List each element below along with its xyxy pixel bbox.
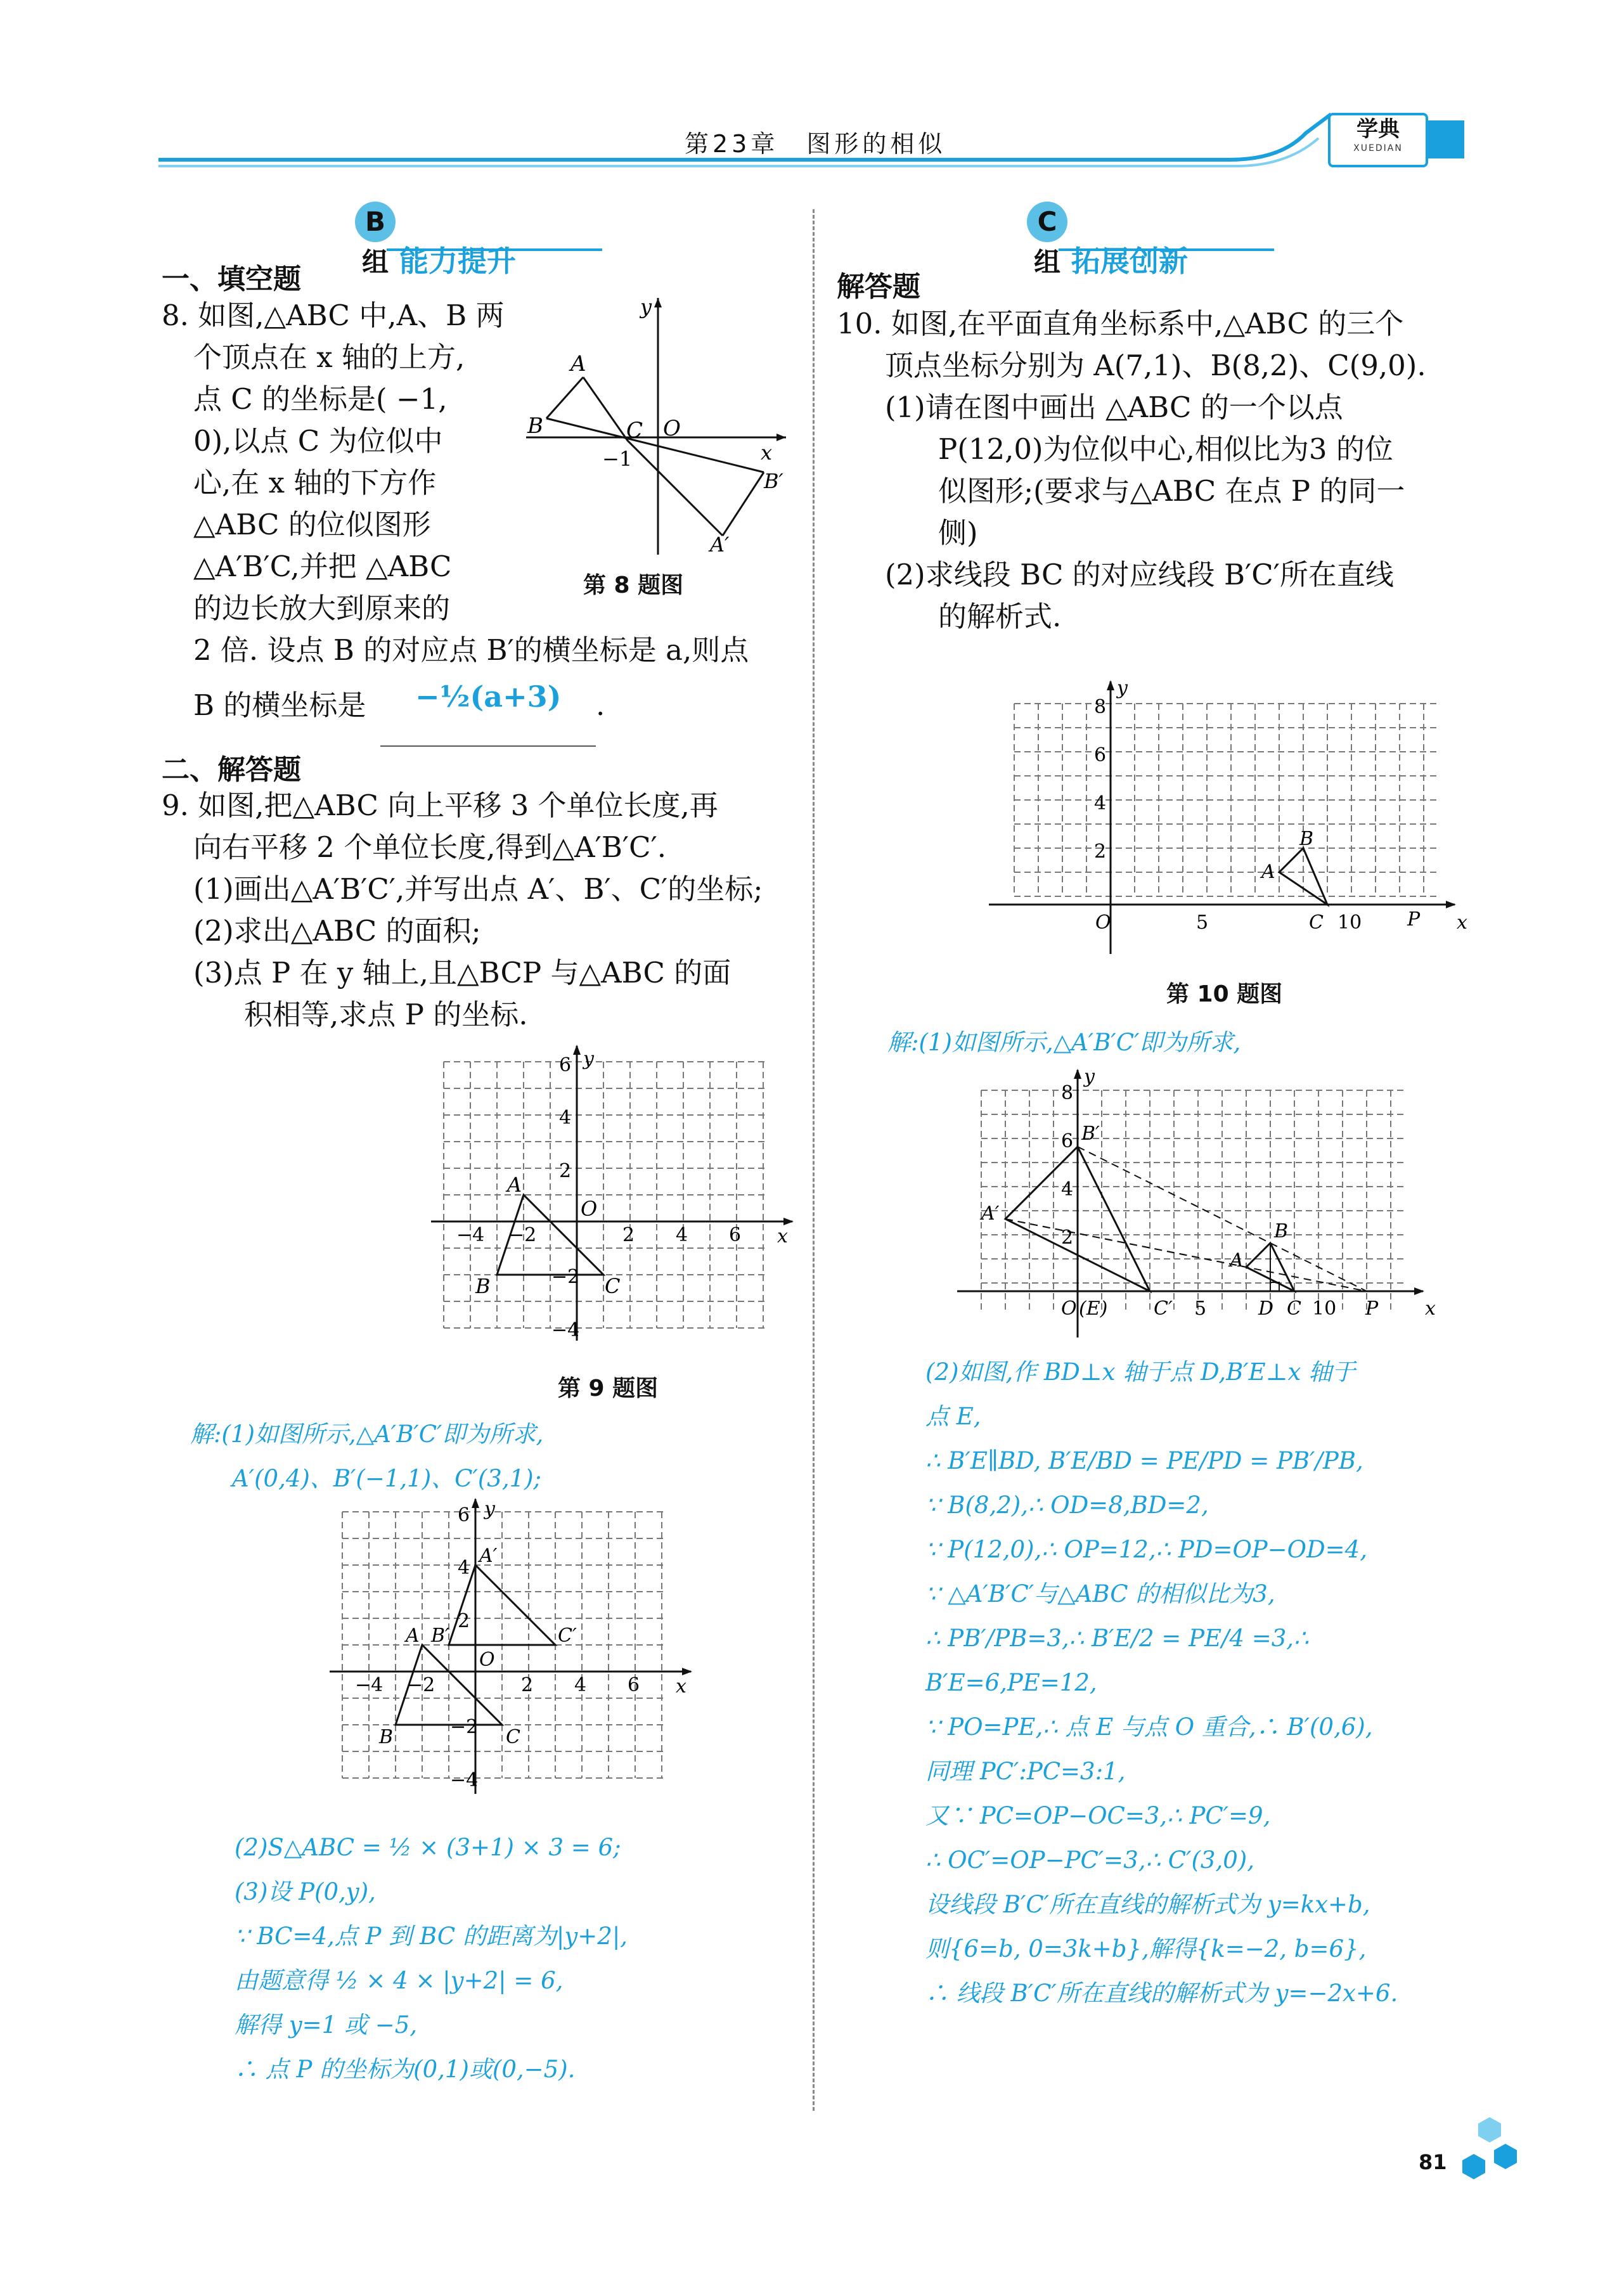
svg-text:C: C xyxy=(1309,912,1324,934)
svg-text:x: x xyxy=(676,1675,686,1698)
svg-text:4: 4 xyxy=(559,1107,572,1129)
svg-text:B: B xyxy=(379,1726,394,1748)
q8-last-line: B 的横坐标是 xyxy=(193,688,366,722)
svg-text:5: 5 xyxy=(1194,1298,1207,1320)
svg-text:C: C xyxy=(506,1726,520,1748)
svg-text:A: A xyxy=(406,1625,420,1647)
svg-text:4: 4 xyxy=(1094,792,1107,815)
column-divider xyxy=(813,209,815,2111)
q8-figure xyxy=(520,288,805,561)
svg-text:4: 4 xyxy=(1061,1178,1074,1201)
svg-text:x: x xyxy=(761,441,773,465)
q8-line9: 2 倍. 设点 B 的对应点 B′的横坐标是 a,则点 xyxy=(193,633,749,667)
svg-text:6: 6 xyxy=(559,1054,572,1076)
svg-text:4: 4 xyxy=(574,1674,587,1696)
svg-text:y: y xyxy=(1117,677,1128,699)
svg-text:6: 6 xyxy=(1061,1130,1074,1152)
q8-answer: −½(a+3) xyxy=(415,680,562,714)
brand-subtitle: XUEDIAN xyxy=(1353,143,1403,153)
svg-text:−4: −4 xyxy=(450,1769,479,1791)
svg-text:y: y xyxy=(484,1498,495,1520)
svg-text:y: y xyxy=(583,1048,594,1070)
q8-answer-blank xyxy=(380,745,596,747)
q10-solution-lines: (2)如图,作 BD⊥x 轴于点 D,B′E⊥x 轴于 点 E, ∴ B′E∥BD, B′E/BD = PE/PD = PB′/PB, ∵ B(8,2),∴ OD=8,BD=2, ∵ P(12,0),∴ OP=12,∴ PD=OP−OD=4, ∵ △A′B′C′与△ABC 的相似比为3, ∴ PB′/PB=3,∴ B′E/2 = PE/4 =3,∴ B′E=6,PE=12, ∵ PO=PE,∴ 点 E 与点 O 重合,∴ B′(0,6), 同理 PC′:PC=3:1, 又∵ PC=OP−OC=3,∴ PC′=9, ∴ OC′=OP−PC′=3,∴ C′(3,0), 设线段 B′C′所在直线的解析式为 y=kx+b, 则{6=b, 0=3k+b},解得{k=−2, b=6}, ∴ 线段 B′C′所在直线的解析式为 y=−2x+6. xyxy=(925,1358,1398,2007)
svg-text:A′: A′ xyxy=(479,1545,498,1567)
q10-caption: 第 10 题图 xyxy=(1166,981,1283,1007)
svg-text:A′: A′ xyxy=(981,1202,1000,1225)
svg-text:8: 8 xyxy=(1094,696,1107,718)
page-number: 81 xyxy=(1419,2150,1447,2174)
svg-text:2: 2 xyxy=(458,1610,470,1632)
svg-text:A: A xyxy=(507,1173,522,1197)
part1-heading: 一、填空题 xyxy=(162,263,301,295)
svg-text:O: O xyxy=(1061,1298,1077,1320)
svg-text:O: O xyxy=(581,1197,598,1221)
svg-text:−4: −4 xyxy=(355,1674,383,1696)
chapter-title: 第23章 图形的相似 xyxy=(685,130,946,158)
q9-solution-bottom: (2)S△ABC = ½ × (3+1) × 3 = 6; (3)设 P(0,y), ∵ BC=4,点 P 到 BC 的距离为|y+2|, 由题意得 ½ × 4 × |y+2| = 6, 解得 y=1 或 −5, ∴ 点 P 的坐标为(0,1)或(0,−5). xyxy=(235,1834,628,2083)
svg-text:C′: C′ xyxy=(558,1625,577,1647)
svg-text:x: x xyxy=(1457,912,1467,934)
section-c-badge: C组 xyxy=(1027,202,1067,242)
svg-text:C: C xyxy=(605,1274,621,1298)
section-b-badge: B组 xyxy=(355,202,396,242)
svg-text:6: 6 xyxy=(1094,744,1107,766)
svg-text:B: B xyxy=(475,1274,491,1298)
svg-text:D: D xyxy=(1258,1298,1274,1320)
svg-text:A′: A′ xyxy=(710,532,730,557)
q10-solution-top: 解:(1)如图所示,△A′B′C′即为所求, xyxy=(887,1029,1241,1056)
q10-text: 10. 如图,在平面直角坐标系中,△ABC 的三个 顶点坐标分别为 A(7,1)、B(8,2)、C(9,0). (1)请在图中画出 △ABC 的一个以点 P(12,0)为位似中心,相似比为3 的位 似图形;(要求与△ABC 在点 P 的同一 侧) (2)求线段 BC 的对应线段 B′C′所在直线 的解析式. xyxy=(837,307,1426,633)
svg-text:A: A xyxy=(1261,861,1275,883)
svg-text:B′: B′ xyxy=(764,469,783,493)
section-c-underline xyxy=(1059,248,1274,251)
svg-text:6: 6 xyxy=(628,1674,640,1696)
svg-text:−4: −4 xyxy=(551,1319,580,1341)
svg-text:2: 2 xyxy=(559,1160,572,1182)
svg-text:O: O xyxy=(479,1649,495,1671)
q8-text: 8. 如图,△ABC 中,A、B 两 个顶点在 x 轴的上方, 点 C 的坐标是( −1, 0),以点 C 为位似中 心,在 x 轴的下方作 △ABC 的位似图形 △A′B′C,并把 △ABC 的边长放大到原来的 xyxy=(162,299,505,625)
part-c-heading: 解答题 xyxy=(837,271,920,303)
q10-figure xyxy=(983,675,1467,967)
section-b-label: 能力提升 xyxy=(399,244,516,278)
section-b-underline xyxy=(387,248,602,251)
svg-text:−4: −4 xyxy=(456,1224,485,1246)
svg-text:2: 2 xyxy=(1094,841,1107,863)
part2-heading: 二、解答题 xyxy=(162,754,301,786)
svg-text:2: 2 xyxy=(521,1674,534,1696)
svg-text:−1: −1 xyxy=(602,447,633,471)
svg-text:B′: B′ xyxy=(1081,1123,1100,1145)
svg-text:x: x xyxy=(1425,1298,1436,1320)
q9-text: 9. 如图,把△ABC 向上平移 3 个单位长度,再 向右平移 2 个单位长度,得到△A′B′C′. (1)画出△A′B′C′,并写出点 A′、B′、C′的坐标; (2)求出△ABC 的面积; (3)点 P 在 y 轴上,且△BCP 与△ABC 的面 积相等,求点 P 的坐标. xyxy=(162,789,763,1031)
page-number-decoration xyxy=(1445,2111,1521,2187)
svg-text:A: A xyxy=(570,351,586,377)
svg-text:y: y xyxy=(1084,1066,1095,1088)
brand-logo xyxy=(1328,113,1428,167)
svg-text:4: 4 xyxy=(458,1557,470,1579)
q8-caption: 第 8 题图 xyxy=(583,572,684,598)
svg-text:10: 10 xyxy=(1337,912,1362,934)
svg-text:−2: −2 xyxy=(508,1224,537,1246)
svg-text:2: 2 xyxy=(1061,1227,1074,1249)
q10-solution-figure xyxy=(951,1065,1445,1344)
svg-text:B: B xyxy=(527,413,543,439)
q9-solution-figure xyxy=(330,1496,697,1807)
q8-end: . xyxy=(596,688,605,722)
section-b-title xyxy=(355,202,516,280)
svg-text:C: C xyxy=(626,418,643,443)
brand-name: 学典 xyxy=(1357,117,1400,142)
q9-figure xyxy=(425,1040,805,1357)
svg-text:y: y xyxy=(640,295,652,319)
svg-text:−2: −2 xyxy=(551,1266,580,1288)
svg-text:O: O xyxy=(1095,912,1111,934)
svg-text:C: C xyxy=(1287,1298,1301,1320)
q9-solution-top: 解:(1)如图所示,△A′B′C′即为所求, A′(0,4)、B′(−1,1)、C′(3,1); xyxy=(190,1421,544,1492)
svg-text:B: B xyxy=(1274,1220,1289,1242)
svg-text:10: 10 xyxy=(1312,1298,1337,1320)
svg-text:C′: C′ xyxy=(1154,1298,1173,1320)
svg-text:5: 5 xyxy=(1196,912,1209,934)
svg-text:P: P xyxy=(1365,1298,1379,1320)
svg-text:B′: B′ xyxy=(431,1625,449,1647)
svg-text:−2: −2 xyxy=(407,1674,435,1696)
svg-text:P: P xyxy=(1407,908,1421,931)
svg-text:x: x xyxy=(777,1225,788,1247)
q9-caption: 第 9 题图 xyxy=(558,1376,659,1402)
svg-text:A: A xyxy=(1230,1249,1244,1272)
svg-text:O: O xyxy=(663,416,681,441)
section-c-label: 拓展创新 xyxy=(1071,244,1188,278)
svg-text:2: 2 xyxy=(622,1224,635,1246)
section-c-title xyxy=(1027,202,1188,280)
svg-text:B: B xyxy=(1299,828,1314,850)
svg-text:4: 4 xyxy=(676,1224,688,1246)
svg-text:8: 8 xyxy=(1061,1082,1074,1104)
svg-text:−2: −2 xyxy=(450,1716,479,1738)
svg-text:6: 6 xyxy=(729,1224,742,1246)
svg-text:(E): (E) xyxy=(1079,1298,1108,1320)
svg-text:6: 6 xyxy=(458,1504,470,1526)
